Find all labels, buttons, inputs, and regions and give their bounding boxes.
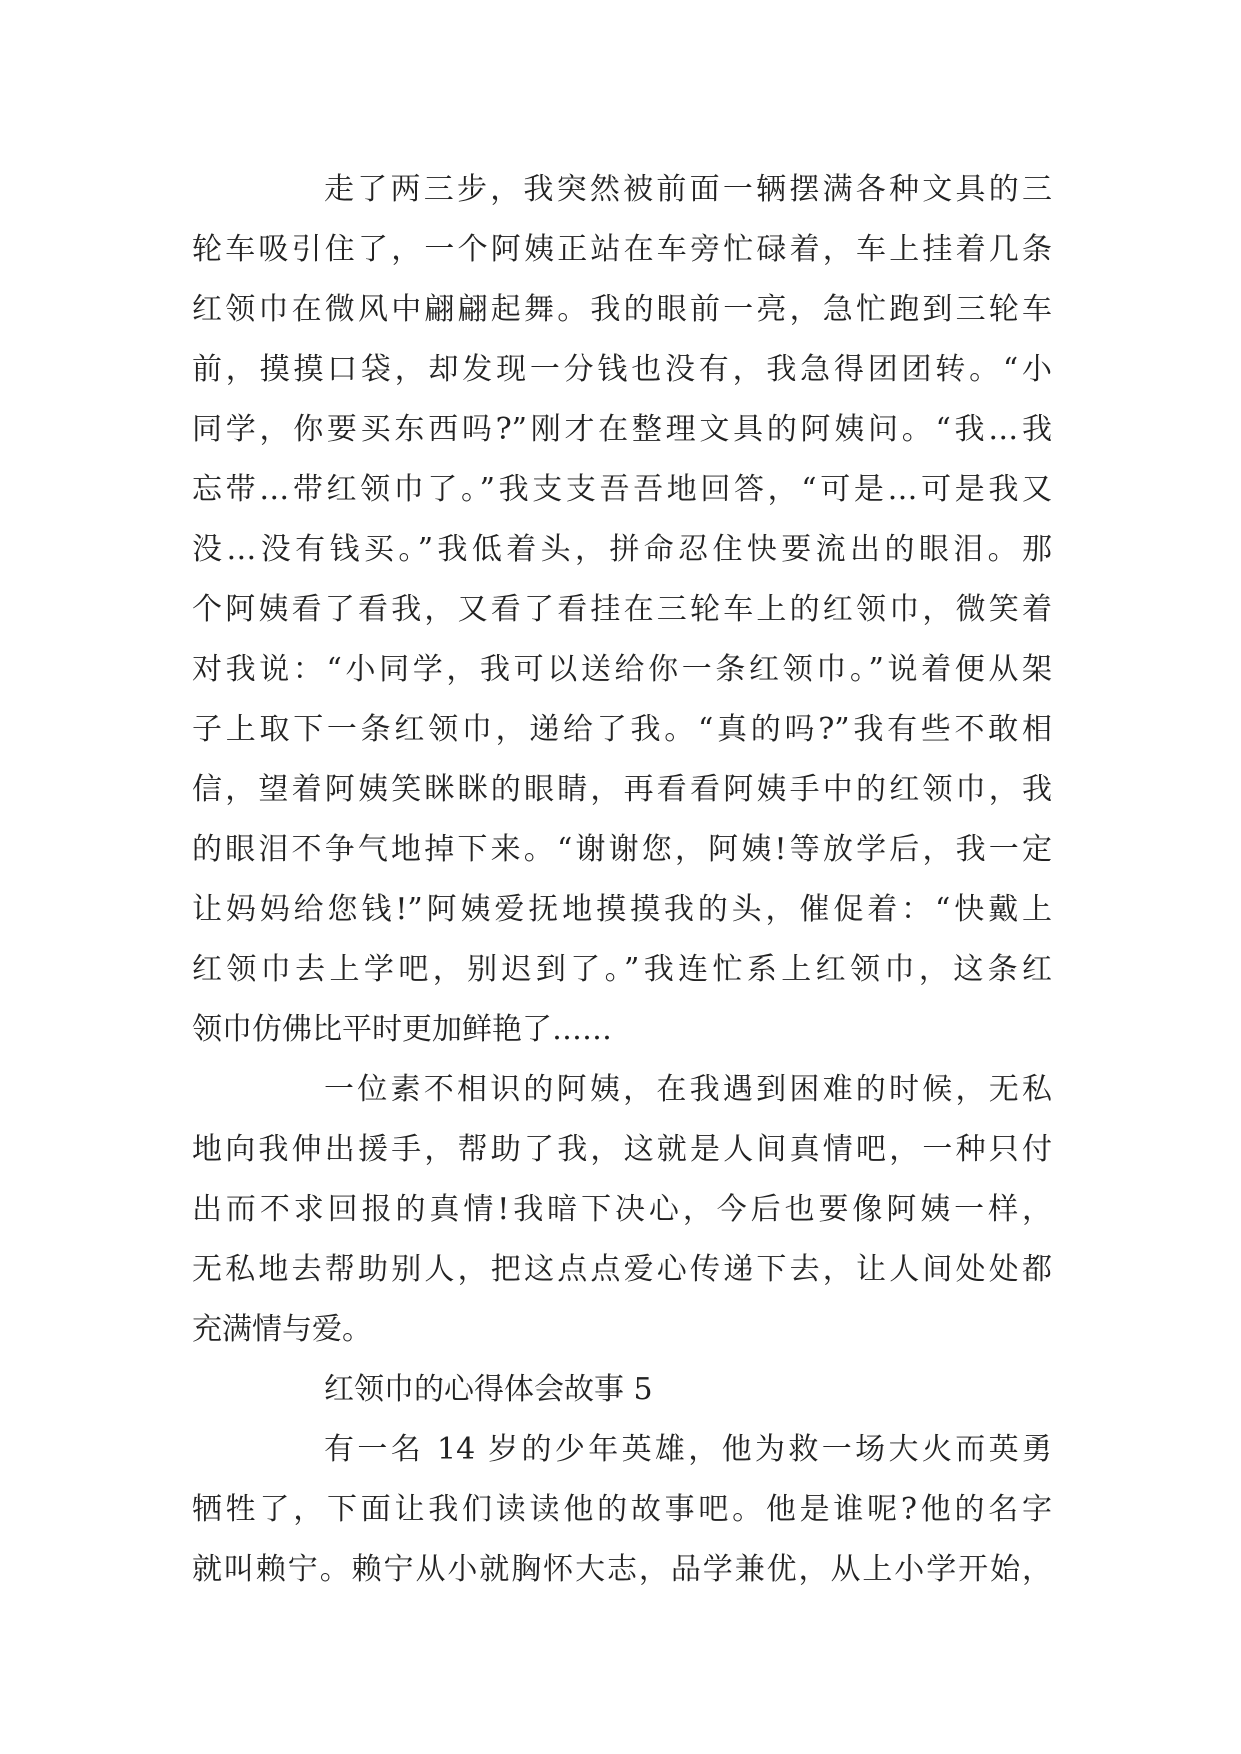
paragraph-line: 信，望着阿姨笑眯眯的眼睛，再看看阿姨手中的红领巾，我	[192, 772, 1052, 807]
section-title: 红领巾的心得体会故事 5	[324, 1372, 653, 1407]
paragraph-line: 的眼泪不争气地掉下来。“谢谢您，阿姨!等放学后，我一定	[192, 832, 1052, 867]
paragraph-line: 子上取下一条红领巾，递给了我。“真的吗?”我有些不敢相	[192, 712, 1052, 747]
paragraph-line: 无私地去帮助别人，把这点点爱心传递下去，让人间处处都	[192, 1252, 1052, 1287]
paragraph-line: 就叫赖宁。赖宁从小就胸怀大志，品学兼优，从上小学开始，	[192, 1552, 1052, 1587]
paragraph-line: 有一名 14 岁的少年英雄，他为救一场大火而英勇	[324, 1432, 1052, 1467]
section-heading	[192, 1360, 1052, 1420]
paragraph-line: 牺牲了，下面让我们读读他的故事吧。他是谁呢?他的名字	[192, 1492, 1052, 1527]
paragraph-line: 个阿姨看了看我，又看了看挂在三轮车上的红领巾，微笑着	[192, 592, 1052, 627]
paragraph-line: 一位素不相识的阿姨，在我遇到困难的时候，无私	[324, 1072, 1052, 1107]
paragraph-line: 红领巾在微风中翩翩起舞。我的眼前一亮，急忙跑到三轮车	[192, 292, 1052, 327]
paragraph-line: 轮车吸引住了，一个阿姨正站在车旁忙碌着，车上挂着几条	[192, 232, 1052, 267]
paragraph-line: 对我说：“小同学，我可以送给你一条红领巾。”说着便从架	[192, 652, 1052, 687]
paragraph-story-5-intro	[192, 1420, 1052, 1600]
paragraph-line: 前，摸摸口袋，却发现一分钱也没有，我急得团团转。“小	[192, 352, 1052, 387]
paragraph-line: 地向我伸出援手，帮助了我，这就是人间真情吧，一种只付	[192, 1132, 1052, 1167]
paragraph-line: 红领巾去上学吧，别迟到了。”我连忙系上红领巾，这条红	[192, 952, 1052, 987]
paragraph-line: 同学，你要买东西吗?”刚才在整理文具的阿姨问。“我…我	[192, 412, 1052, 447]
paragraph-line: 没…没有钱买。”我低着头，拼命忍住快要流出的眼泪。那	[192, 532, 1052, 567]
paragraph-story-4-ending	[192, 160, 1052, 1060]
paragraph-line: 走了两三步，我突然被前面一辆摆满各种文具的三	[324, 172, 1052, 207]
paragraph-line: 忘带…带红领巾了。”我支支吾吾地回答，“可是…可是我又	[192, 472, 1052, 507]
paragraph-line: 充满情与爱。	[192, 1312, 372, 1347]
paragraph-reflection	[192, 1060, 1052, 1360]
paragraph-line: 出而不求回报的真情!我暗下决心，今后也要像阿姨一样，	[192, 1192, 1052, 1227]
paragraph-line: 让妈妈给您钱!”阿姨爱抚地摸摸我的头，催促着：“快戴上	[192, 892, 1052, 927]
paragraph-line: 领巾仿佛比平时更加鲜艳了……	[192, 1012, 612, 1047]
document-body	[192, 160, 1052, 1600]
